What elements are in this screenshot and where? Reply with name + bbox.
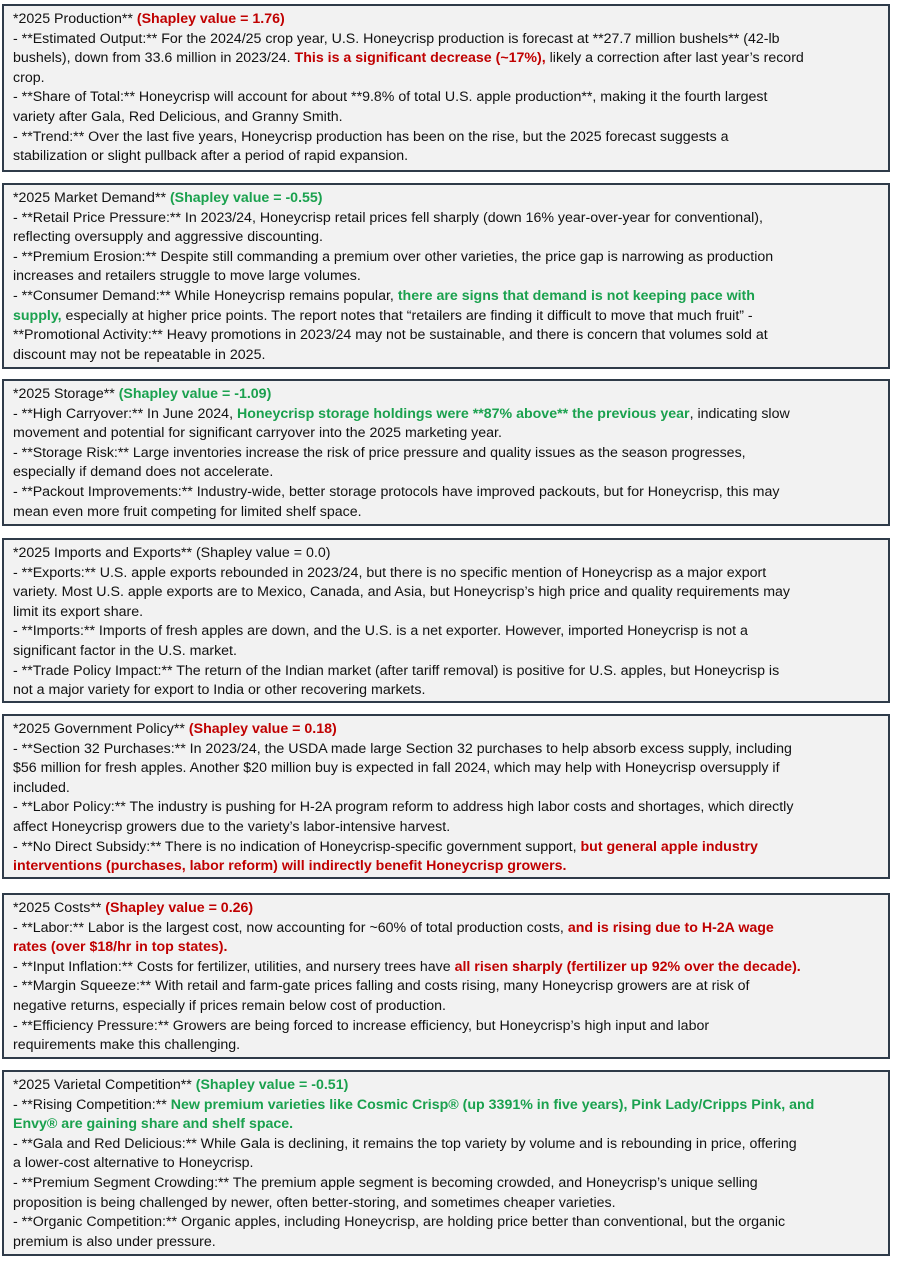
highlight-negative: all risen sharply (fertilizer up 92% over the decade). [454,958,801,975]
text-segment: included. [13,779,70,796]
text-segment: *2025 Varietal Competition** [13,1077,196,1093]
text-segment: negative returns, especially if prices remain below cost of production. [13,997,446,1014]
section-line [13,603,879,623]
section-line [13,1096,879,1116]
section-line [13,1213,879,1233]
section-box [2,183,890,369]
text-segment: - **Packout Improvements:** Industry-wide, better storage protocols have improved packouts, but for Honeycrisp, this may [13,483,780,500]
section-box [2,538,890,703]
section-line [13,919,879,939]
text-segment: - **Labor Policy:** The industry is pushing for H-2A program reform to address high labor costs and shortages, which directly [13,799,794,816]
text-segment: discount may not be repeatable in 2025. [13,346,266,363]
section-line [13,346,879,366]
text-segment: - **Trend:** Over the last five years, Honeycrisp production has been on the rise, but the 2025 forecast suggests a [13,128,729,145]
text-segment: proposition is being challenged by newer, often better-storing, and sometimes cheaper varieties. [13,1194,616,1211]
text-segment: - **Margin Squeeze:** With retail and farm-gate prices falling and costs rising, many Honeycrisp growers are at risk of [13,978,750,995]
text-segment: limit its export share. [13,603,144,620]
section-line [13,1194,879,1214]
text-segment: - **Storage Risk:** Large inventories increase the risk of price pressure and quality issues as the season progresses, [13,444,746,461]
text-segment: *2025 Imports and Exports** (Shapley value = 0.0) [13,545,331,561]
text-segment: - **Premium Erosion:** Despite still commanding a premium over other varieties, the price gap is narrowing as production [13,248,774,265]
highlight-positive: supply, [13,307,62,324]
text-segment: - **Exports:** U.S. apple exports rebounded in 2023/24, but there is no specific mention of Honeycrisp as a major export [13,564,767,581]
text-segment: - **Consumer Demand:** While Honeycrisp remains popular, [13,287,398,304]
section-line [13,1135,879,1155]
text-segment: especially at higher price points. The report notes that “retailers are finding it difficult to move that much fruit” - [61,307,753,324]
section-line [13,857,879,877]
text-segment: a lower-cost alternative to Honeycrisp. [13,1155,254,1172]
text-segment: movement and potential for significant carryover into the 2025 marketing year. [13,425,502,442]
section-line [13,838,879,858]
text-segment: - **Trade Policy Impact:** The return of the Indian market (after tariff removal) is positive for U.S. apples, but Honeycrisp is [13,662,780,679]
text-segment: - **Input Inflation:** Costs for fertilizer, utilities, and nursery trees have [13,958,455,975]
section-line [13,1115,879,1135]
section-line [13,49,879,69]
highlight-positive: (Shapley value = -1.09) [118,386,272,402]
text-segment: *2025 Storage** [13,386,119,402]
highlight-positive: Envy® are gaining share and shelf space. [13,1116,294,1133]
text-segment: especially if demand does not accelerate. [13,464,274,481]
text-segment: - **Rising Competition:** [13,1096,171,1113]
section-line [13,564,879,584]
section-line [13,108,879,128]
highlight-negative: This is a significant decrease (~17%), [294,50,546,67]
section-line [13,759,879,779]
section-line [13,583,879,603]
text-segment: stabilization or slight pullback after a period of rapid expansion. [13,148,409,165]
highlight-positive: Honeycrisp storage holdings were **87% above** the previous year [236,405,690,422]
highlight-positive: (Shapley value = -0.55) [169,190,323,206]
text-segment: - **Estimated Output:** For the 2024/25 crop year, U.S. Honeycrisp production is forecast at **27.7 million bushels** (42-lb [13,30,780,47]
section-heading [13,189,879,209]
section-line [13,1036,879,1056]
section-line [13,209,879,229]
text-segment: , indicating slow [689,405,790,422]
section-line [13,444,879,464]
section-line [13,1154,879,1174]
text-segment: mean even more fruit competing for limited shelf space. [13,503,362,520]
text-segment: affect Honeycrisp growers due to the variety’s labor-intensive harvest. [13,818,451,835]
section-line [13,1233,879,1253]
text-segment: *2025 Costs** [13,900,106,916]
section-line [13,483,879,503]
highlight-negative: (Shapley value = 1.76) [136,11,285,27]
text-segment: reflecting oversupply and aggressive discounting. [13,229,323,246]
section-line [13,69,879,89]
text-segment: - **Section 32 Purchases:** In 2023/24, the USDA made large Section 32 purchases to help absorb excess supply, including [13,740,792,757]
highlight-negative: (Shapley value = 0.18) [188,721,337,737]
section-line [13,818,879,838]
section-line [13,662,879,682]
section-heading [13,720,879,740]
text-segment: - **Share of Total:** Honeycrisp will account for about **9.8% of total U.S. apple production**, making it the fourth largest [13,89,768,106]
section-line [13,147,879,167]
section-heading [13,10,879,30]
section-heading [13,544,879,564]
section-box [2,714,890,879]
section-line [13,938,879,958]
text-segment: *2025 Production** [13,11,137,27]
text-segment: crop. [13,69,45,86]
section-line [13,740,879,760]
section-line [13,779,879,799]
text-segment: *2025 Market Demand** [13,190,170,206]
highlight-negative: and is rising due to H-2A wage [567,919,774,936]
text-segment: not a major variety for export to India or other recovering markets. [13,682,426,699]
text-segment: - **Premium Segment Crowding:** The premium apple segment is becoming crowded, and Honeycrisp’s unique selling [13,1174,758,1191]
text-segment: - **Efficiency Pressure:** Growers are being forced to increase efficiency, but Honeycrisp’s high input and labor [13,1017,710,1034]
section-line [13,503,879,523]
section-line [13,30,879,50]
section-line [13,228,879,248]
highlight-negative: but general apple industry [580,838,758,855]
text-segment: - **Imports:** Imports of fresh apples are down, and the U.S. is a net exporter. However, imported Honeycrisp is not a [13,623,748,640]
section-line [13,326,879,346]
text-segment: variety after Gala, Red Delicious, and Granny Smith. [13,108,343,125]
text-segment: - **Labor:** Labor is the largest cost, now accounting for ~60% of total production costs, [13,919,568,936]
section-line [13,958,879,978]
section-line [13,248,879,268]
text-segment: variety. Most U.S. apple exports are to Mexico, Canada, and Asia, but Honeycrisp’s high price and quality requirements may [13,584,791,601]
section-line [13,128,879,148]
section-line [13,463,879,483]
section-box [2,1070,890,1256]
section-heading [13,1076,879,1096]
section-line [13,622,879,642]
text-segment: **Promotional Activity:** Heavy promotions in 2023/24 may not be sustainable, and there is concern that volumes sold at [13,327,768,344]
text-segment: - **Organic Competition:** Organic apples, including Honeycrisp, are holding price better than conventional, but the organic [13,1214,786,1231]
section-heading [13,899,879,919]
highlight-negative: interventions (purchases, labor reform) will indirectly benefit Honeycrisp growers. [13,858,567,875]
text-segment: requirements make this challenging. [13,1037,241,1054]
highlight-negative: (Shapley value = 0.26) [105,900,254,916]
section-line [13,424,879,444]
section-line [13,307,879,327]
section-box [2,4,890,172]
text-segment: $56 million for fresh apples. Another $20 million buy is expected in fall 2024, which may help with Honeycrisp oversupply if [13,760,780,777]
section-line [13,798,879,818]
section-line [13,1017,879,1037]
highlight-positive: New premium varieties like Cosmic Crisp® (up 3391% in five years), Pink Lady/Cripps Pink, and [170,1096,815,1113]
section-line [13,642,879,662]
highlight-negative: rates (over $18/hr in top states). [13,939,228,956]
text-segment: - **No Direct Subsidy:** There is no indication of Honeycrisp-specific government support, [13,838,581,855]
text-segment: - **High Carryover:** In June 2024, [13,405,237,422]
section-line [13,267,879,287]
text-segment: - **Retail Price Pressure:** In 2023/24, Honeycrisp retail prices fell sharply (down 16% year-over-year for conventional), [13,209,763,226]
highlight-positive: (Shapley value = -0.51) [195,1077,349,1093]
section-line [13,997,879,1017]
section-line [13,681,879,701]
section-heading [13,385,879,405]
highlight-positive: there are signs that demand is not keeping pace with [397,287,755,304]
text-segment: *2025 Government Policy** [13,721,189,737]
section-line [13,977,879,997]
text-segment: premium is also under pressure. [13,1233,216,1250]
section-line [13,1174,879,1194]
section-line [13,405,879,425]
text-segment: increases and retailers struggle to move large volumes. [13,268,361,285]
text-segment: - **Gala and Red Delicious:** While Gala is declining, it remains the top variety by volume and is rebounding in price, offering [13,1135,797,1152]
text-segment: likely a correction after last year’s record [545,50,804,67]
section-line [13,287,879,307]
section-box [2,379,890,526]
text-segment: significant factor in the U.S. market. [13,642,237,659]
section-box [2,893,890,1059]
text-segment: bushels), down from 33.6 million in 2023/24. [13,50,295,67]
section-line [13,88,879,108]
